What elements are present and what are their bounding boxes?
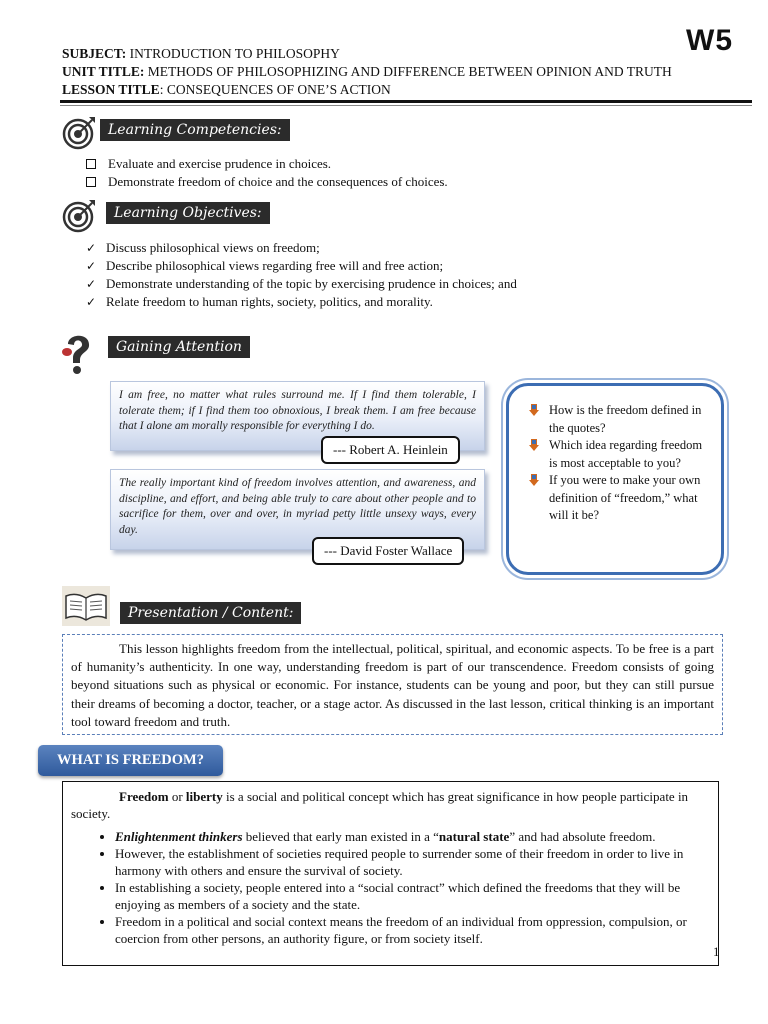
list-item: Demonstrate freedom of choice and the consequences of choices. <box>86 173 448 191</box>
checkbox-bullet-icon <box>86 159 96 169</box>
lesson-line <box>62 81 391 99</box>
quote-text: The really important kind of freedom involves attention, and awareness, and discipline, and effort, and being able truly to care about other people and to sacrifice for them, over and over, in myriad petty little unsexy ways, every day. <box>119 477 476 536</box>
checkmark-icon: ✓ <box>86 277 97 291</box>
list-item: ✓ Demonstrate understanding of the topic by exercising prudence in choices; and <box>86 276 517 291</box>
list-item: • In establishing a society, people entered into a “social contract” which defined the freedoms that they will be enjoying as members of a society and the state. <box>115 879 710 913</box>
unit-value: METHODS OF PHILOSOPHIZING AND DIFFERENCE BETWEEN OPINION AND TRUTH <box>147 64 672 79</box>
quote-author: --- David Foster Wallace <box>312 537 464 565</box>
list-item: Which idea regarding freedom is most acceptable to you? <box>549 437 707 472</box>
list-item: • However, the establishment of societies required people to surrender some of their freedom in order to live in harmony with others and ensure the survival of society. <box>115 845 710 879</box>
competencies-list <box>86 155 448 191</box>
pointer-bullet-icon <box>529 474 539 486</box>
header-divider <box>60 100 752 103</box>
checkbox-bullet-icon <box>86 177 96 187</box>
week-badge: W5 <box>686 24 733 57</box>
subject-label: SUBJECT: <box>62 46 127 61</box>
presentation-title: Presentation / Content: <box>120 602 301 624</box>
list-item: • Enlightenment thinkers believed that early man existed in a “natural state” and had absolute freedom. <box>115 828 710 845</box>
list-item: If you were to make your own definition of “freedom,” what will it be? <box>549 472 707 525</box>
objectives-list <box>86 239 517 311</box>
freedom-bullets <box>71 828 710 947</box>
checkmark-icon: ✓ <box>86 295 97 309</box>
checkmark-icon: ✓ <box>86 259 97 273</box>
lesson-label: LESSON TITLE <box>62 82 160 97</box>
definition-paragraph: Freedom or liberty is a social and political concept which has great significance in how people participate in society. <box>71 789 689 821</box>
objectives-title: Learning Objectives: <box>106 202 270 224</box>
presentation-paragraph: This lesson highlights freedom from the intellectual, political, spiritual, and economic aspects. To be free is a part of humanity’s authenticity. In one way, understanding freedom is part of our transcendence. Freedom consists of going beyond situations such as physical or economic. For instance, students can be young and poor, but they can still pursue their dreams of becoming a doctor, teacher, or a stage actor. As discussed in the last lesson, critical thinking is an important tool toward freedom and truth. <box>71 641 714 729</box>
pointer-bullet-icon <box>529 404 539 416</box>
subject-value: INTRODUCTION TO PHILOSOPHY <box>129 46 340 61</box>
lesson-value: : CONSEQUENCES OF ONE’S ACTION <box>159 82 391 97</box>
competencies-title: Learning Competencies: <box>100 119 290 141</box>
unit-label: UNIT TITLE: <box>62 64 145 79</box>
target-icon <box>62 114 98 155</box>
presentation-paragraph-box <box>62 634 723 735</box>
freedom-definition-box <box>62 781 719 966</box>
checkmark-icon: ✓ <box>86 241 97 255</box>
reflection-questions-box <box>506 383 724 575</box>
unit-line <box>62 63 672 81</box>
list-item: • Freedom in a political and social context means the freedom of an individual from oppression, compulsion, or coercion from other persons, an authority figure, or from society itself. <box>115 913 710 947</box>
what-is-freedom-banner: WHAT IS FREEDOM? <box>38 745 223 776</box>
list-item: How is the freedom defined in the quotes? <box>549 402 707 437</box>
list-item: ✓ Describe philosophical views regarding free will and free action; <box>86 258 444 273</box>
attention-title: Gaining Attention <box>108 336 250 358</box>
header-divider-thin <box>60 105 752 106</box>
question-head-icon <box>60 330 96 385</box>
subject-line <box>62 45 340 63</box>
list-item: Evaluate and exercise prudence in choices. <box>86 155 448 173</box>
quote-author: --- Robert A. Heinlein <box>321 436 460 464</box>
target-icon <box>62 197 98 238</box>
quote-text: I am free, no matter what rules surround me. If I find them tolerable, I tolerate them; if I find them too obnoxious, I break them. I am free because that I alone am morally responsible for everything I do. <box>119 389 476 432</box>
open-book-icon <box>62 586 110 631</box>
list-item: ✓ Discuss philosophical views on freedom; <box>86 240 320 255</box>
pointer-bullet-icon <box>529 439 539 451</box>
page-number: 1 <box>713 944 720 959</box>
list-item: ✓ Relate freedom to human rights, society, politics, and morality. <box>86 294 433 309</box>
